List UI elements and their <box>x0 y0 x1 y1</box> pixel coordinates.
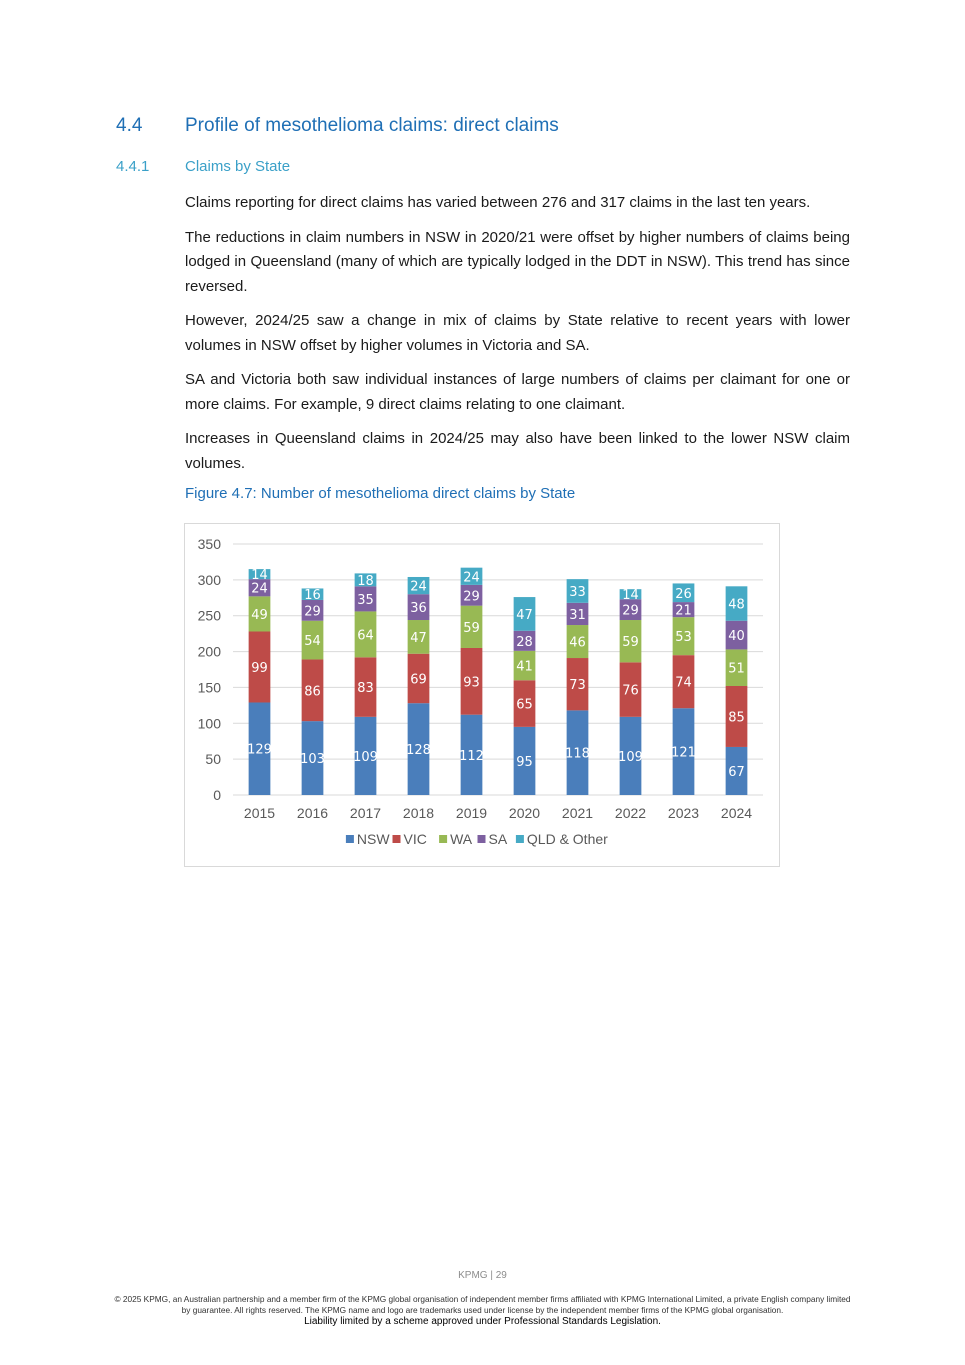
data-label: 29 <box>304 604 321 620</box>
data-label: 118 <box>565 746 590 762</box>
data-label: 76 <box>622 683 639 699</box>
data-label: 109 <box>618 749 643 765</box>
y-tick-label: 250 <box>197 607 221 624</box>
x-tick-label: 2015 <box>243 805 276 821</box>
subsection-number: 4.4.1 <box>116 158 150 175</box>
data-label: 36 <box>410 601 427 617</box>
data-label: 31 <box>569 607 586 623</box>
x-tick-label: 2023 <box>667 805 700 821</box>
data-label: 14 <box>251 568 268 584</box>
paragraph: However, 2024/25 saw a change in mix of claims by State relative to recent years with lower volumes in NSW offset by higher volumes in Victoria and SA. <box>185 312 850 354</box>
x-tick-label: 2017 <box>349 805 382 821</box>
stacked-bar-chart <box>185 524 779 866</box>
data-label: 46 <box>569 635 586 651</box>
data-label: 35 <box>357 592 374 608</box>
legend-swatch <box>393 835 401 843</box>
data-label: 109 <box>353 749 378 765</box>
data-label: 69 <box>410 672 427 688</box>
legend-label: SA <box>488 831 508 847</box>
data-label: 24 <box>251 581 268 597</box>
data-label: 28 <box>516 634 533 650</box>
page-number: KPMG | 29 <box>458 1270 507 1281</box>
data-label: 73 <box>569 678 586 694</box>
chart-container <box>184 523 780 867</box>
paragraph: SA and Victoria both saw individual instances of large numbers of claims per claimant for one or more claims. For example, 9 direct claims relating to one claimant. <box>185 371 850 413</box>
x-tick-label: 2021 <box>561 805 594 821</box>
data-label: 67 <box>728 764 745 780</box>
paragraph: Increases in Queensland claims in 2024/25 may also have been linked to the lower NSW claim volumes. <box>185 430 850 472</box>
data-label: 99 <box>251 660 268 676</box>
data-label: 112 <box>459 748 484 764</box>
data-label: 64 <box>357 628 374 644</box>
legend-swatch <box>439 835 447 843</box>
data-label: 85 <box>728 710 745 726</box>
data-label: 93 <box>463 675 480 691</box>
x-tick-label: 2019 <box>455 805 488 821</box>
data-label: 49 <box>251 607 268 623</box>
data-label: 16 <box>304 588 321 604</box>
data-label: 53 <box>675 630 692 646</box>
x-tick-label: 2018 <box>402 805 435 821</box>
x-tick-label: 2020 <box>508 805 541 821</box>
data-label: 21 <box>675 603 692 619</box>
data-label: 24 <box>463 570 480 586</box>
legend-swatch <box>346 835 354 843</box>
y-tick-label: 350 <box>197 536 221 552</box>
body-text <box>185 191 850 486</box>
section-title: Profile of mesothelioma claims: direct claims <box>185 115 559 136</box>
data-label: 103 <box>300 752 325 768</box>
x-tick-label: 2024 <box>720 805 753 821</box>
data-label: 54 <box>304 634 321 650</box>
data-label: 18 <box>357 573 374 589</box>
data-label: 14 <box>622 588 639 604</box>
data-label: 74 <box>675 675 692 691</box>
y-tick-label: 300 <box>197 571 221 588</box>
data-label: 47 <box>516 607 533 623</box>
legend-swatch <box>478 835 486 843</box>
data-label: 26 <box>675 586 692 602</box>
data-label: 121 <box>671 745 696 761</box>
data-label: 40 <box>728 629 745 645</box>
data-label: 83 <box>357 681 374 697</box>
paragraph: Claims reporting for direct claims has varied between 276 and 317 claims in the last ten years. <box>185 194 811 211</box>
y-tick-label: 200 <box>197 643 221 660</box>
x-tick-label: 2022 <box>614 805 647 821</box>
data-label: 33 <box>569 584 586 600</box>
figure-caption: Figure 4.7: Number of mesothelioma direct claims by State <box>185 485 576 502</box>
data-label: 128 <box>406 743 431 759</box>
y-tick-label: 0 <box>213 787 221 803</box>
data-label: 129 <box>247 742 272 758</box>
legend-label: QLD & Other <box>526 831 608 847</box>
data-label: 24 <box>410 579 427 595</box>
subsection-title: Claims by State <box>185 158 291 175</box>
data-label: 86 <box>304 684 321 700</box>
data-label: 48 <box>728 597 745 613</box>
data-label: 47 <box>410 630 427 646</box>
data-label: 95 <box>516 754 533 770</box>
data-label: 59 <box>622 635 639 651</box>
legend-swatch <box>516 835 524 843</box>
y-tick-label: 100 <box>197 715 221 732</box>
y-tick-label: 50 <box>205 751 221 768</box>
data-label: 41 <box>516 659 533 675</box>
data-label: 59 <box>463 620 480 636</box>
legend-label: NSW <box>356 831 390 847</box>
data-label: 65 <box>516 697 533 713</box>
data-label: 29 <box>463 589 480 605</box>
x-tick-label: 2016 <box>296 805 329 821</box>
liability-notice: Liability limited by a scheme approved under Professional Standards Legislation. <box>304 1316 661 1327</box>
paragraph: The reductions in claim numbers in NSW in 2020/21 were offset by higher numbers of claims being lodged in Queensland (many of which are typically lodged in the DDT in NSW). This trend has since reversed. <box>185 228 850 295</box>
legend-label: WA <box>450 831 473 847</box>
y-tick-label: 150 <box>197 679 221 696</box>
data-label: 29 <box>622 603 639 619</box>
legend-label: VIC <box>403 831 427 847</box>
copyright-notice: © 2025 KPMG, an Australian partnership and a member firm of the KPMG global organisation of independent member firms affiliated with KPMG International Limited, a private English company limited by guarantee. All rights reserved. The KPMG name and logo are trademarks used under license by the independent member firms of the KPMG global organisation. <box>114 1294 851 1315</box>
section-number: 4.4 <box>116 115 143 136</box>
data-label: 51 <box>728 661 745 677</box>
